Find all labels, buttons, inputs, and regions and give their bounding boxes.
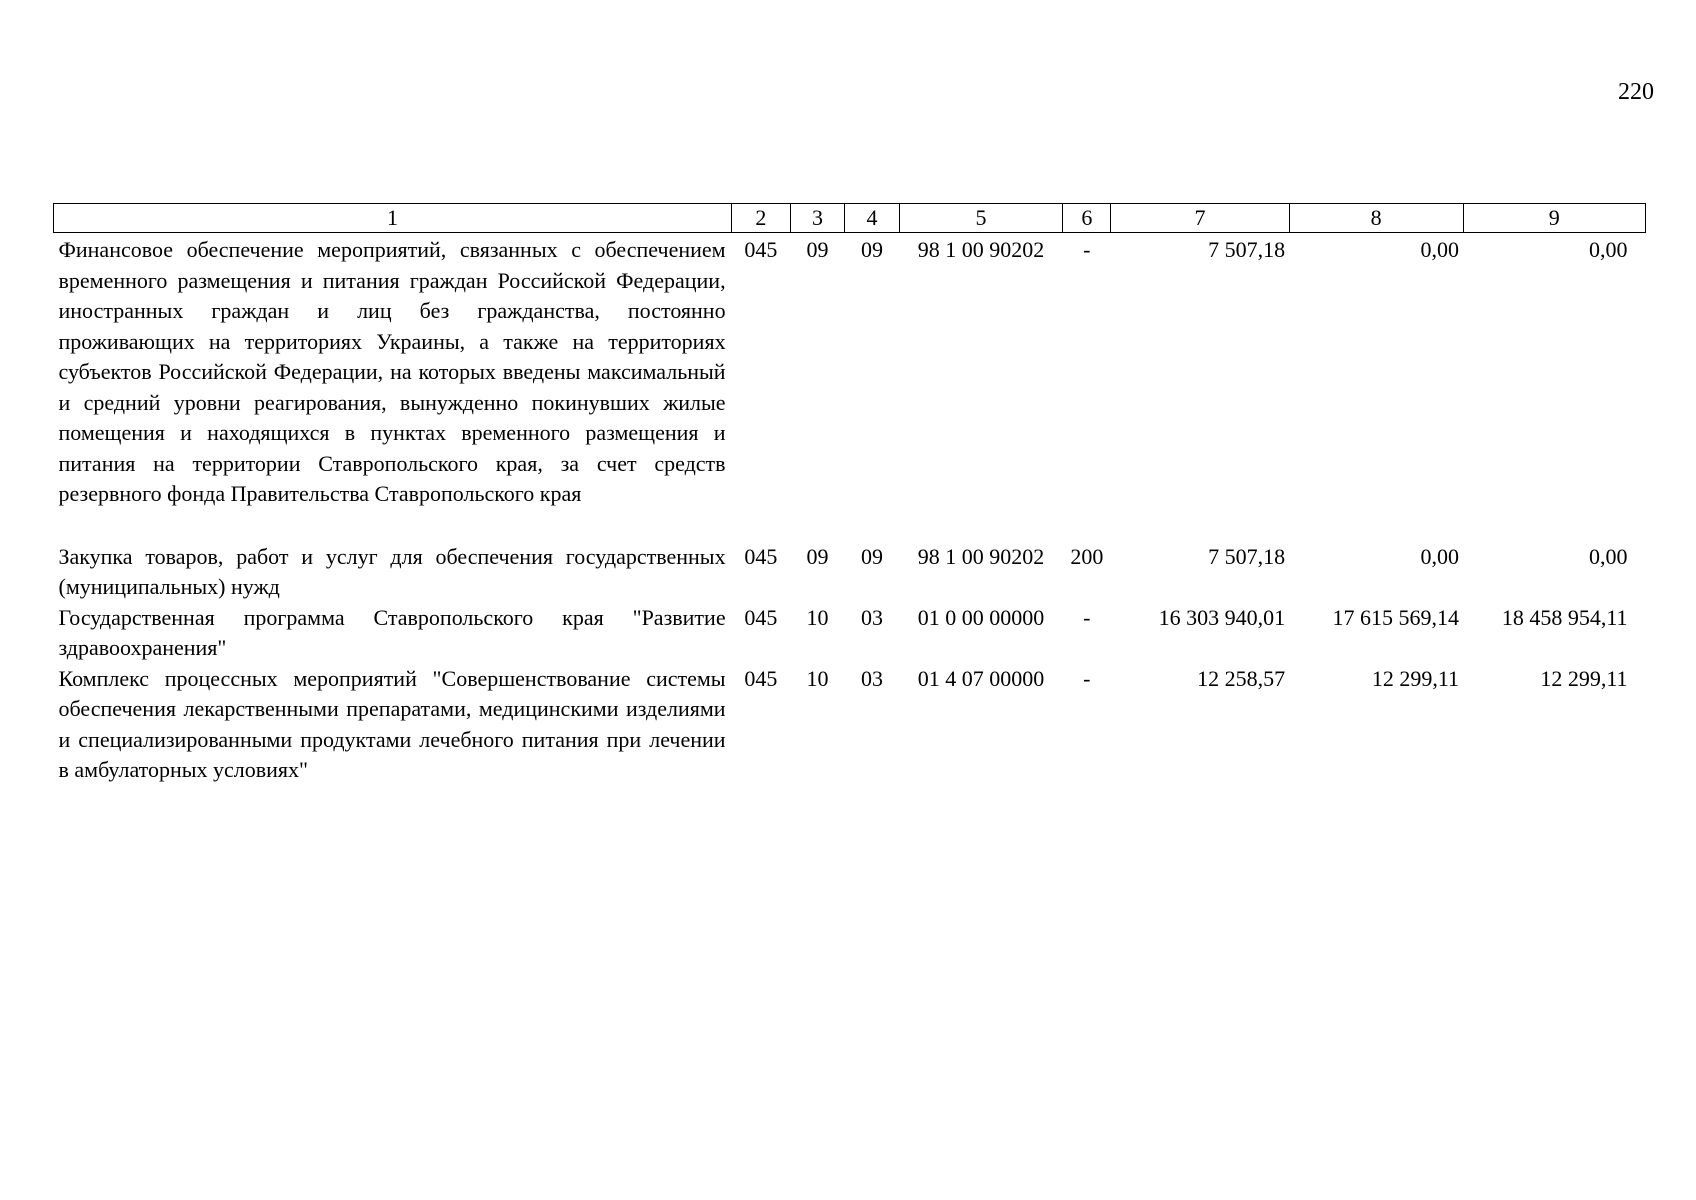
row-col2: 045: [744, 543, 778, 569]
row-col3: 09: [806, 237, 829, 262]
header-col-5: 5: [899, 204, 1062, 233]
table-row: [54, 664, 1646, 786]
row-col3: 10: [806, 604, 829, 630]
row-col2: 045: [744, 604, 778, 630]
header-col-1: 1: [54, 204, 732, 233]
budget-table: [53, 203, 1646, 786]
page-number: 220: [1618, 79, 1654, 105]
row-col7: 16 303 940,01: [1158, 604, 1286, 630]
row-col4: 03: [860, 665, 883, 691]
row-description: Государственная программа Ставропольского края "Развитие здравоохранения": [58, 604, 726, 660]
row-col6: -: [1083, 604, 1091, 630]
header-col-9: 9: [1463, 204, 1645, 233]
header-col-2: 2: [732, 204, 791, 233]
row-col4: 09: [860, 237, 883, 262]
row-col9: 0,00: [1589, 543, 1628, 569]
header-col-3: 3: [790, 204, 844, 233]
row-description: Закупка товаров, работ и услуг для обеспечения государственных (муниципальных) нужд: [58, 543, 726, 599]
table-row: [54, 603, 1646, 664]
table-row: [54, 542, 1646, 603]
row-col4: 09: [860, 543, 883, 569]
header-col-7: 7: [1111, 204, 1289, 233]
row-description: Финансовое обеспечение мероприятий, связанных с обеспечением временного размещения и питания граждан Российской Федерации, иностранных граждан и лиц без гражданства, постоянно проживающих на территориях Украины, а также на территориях субъектов Российской Федерации, на которых введены максимальный и средний уровни реагирования, вынужденно покинувших жилые помещения и находящихся в пунктах временного размещения и питания на территории Ставропольского края, за счет средств резервного фонда Правительства Ставропольского края: [58, 237, 726, 506]
row-col6: -: [1083, 237, 1091, 262]
header-col-8: 8: [1289, 204, 1463, 233]
row-col6: 200: [1070, 543, 1104, 569]
table-row: [54, 233, 1646, 542]
table-header-row: [54, 204, 1646, 233]
row-col9: 12 299,11: [1540, 665, 1628, 691]
row-description: Комплекс процессных мероприятий "Совершенствование системы обеспечения лекарственными препаратами, медицинскими изделиями и специализированными продуктами лечебного питания при лечении в амбулаторных условиях": [58, 665, 726, 782]
row-col8: 0,00: [1420, 237, 1460, 262]
row-col9: 18 458 954,11: [1501, 604, 1628, 630]
row-col5: 01 4 07 00000: [917, 665, 1045, 691]
row-col2: 045: [744, 665, 778, 691]
row-col8: 0,00: [1420, 543, 1460, 569]
row-col9: 0,00: [1589, 237, 1628, 262]
row-col5: 98 1 00 90202: [917, 543, 1045, 569]
header-col-6: 6: [1063, 204, 1111, 233]
row-col3: 10: [806, 665, 829, 691]
row-col3: 09: [806, 543, 829, 569]
row-col4: 03: [860, 604, 883, 630]
header-col-4: 4: [845, 204, 899, 233]
row-col2: 045: [744, 237, 778, 262]
row-col7: 7 507,18: [1208, 543, 1286, 569]
row-col5: 01 0 00 00000: [917, 604, 1045, 630]
row-col5: 98 1 00 90202: [917, 237, 1045, 262]
row-col7: 7 507,18: [1208, 237, 1286, 262]
row-col7: 12 258,57: [1197, 665, 1286, 691]
row-col8: 17 615 569,14: [1332, 604, 1460, 630]
row-col8: 12 299,11: [1371, 665, 1460, 691]
row-col6: -: [1083, 665, 1091, 691]
